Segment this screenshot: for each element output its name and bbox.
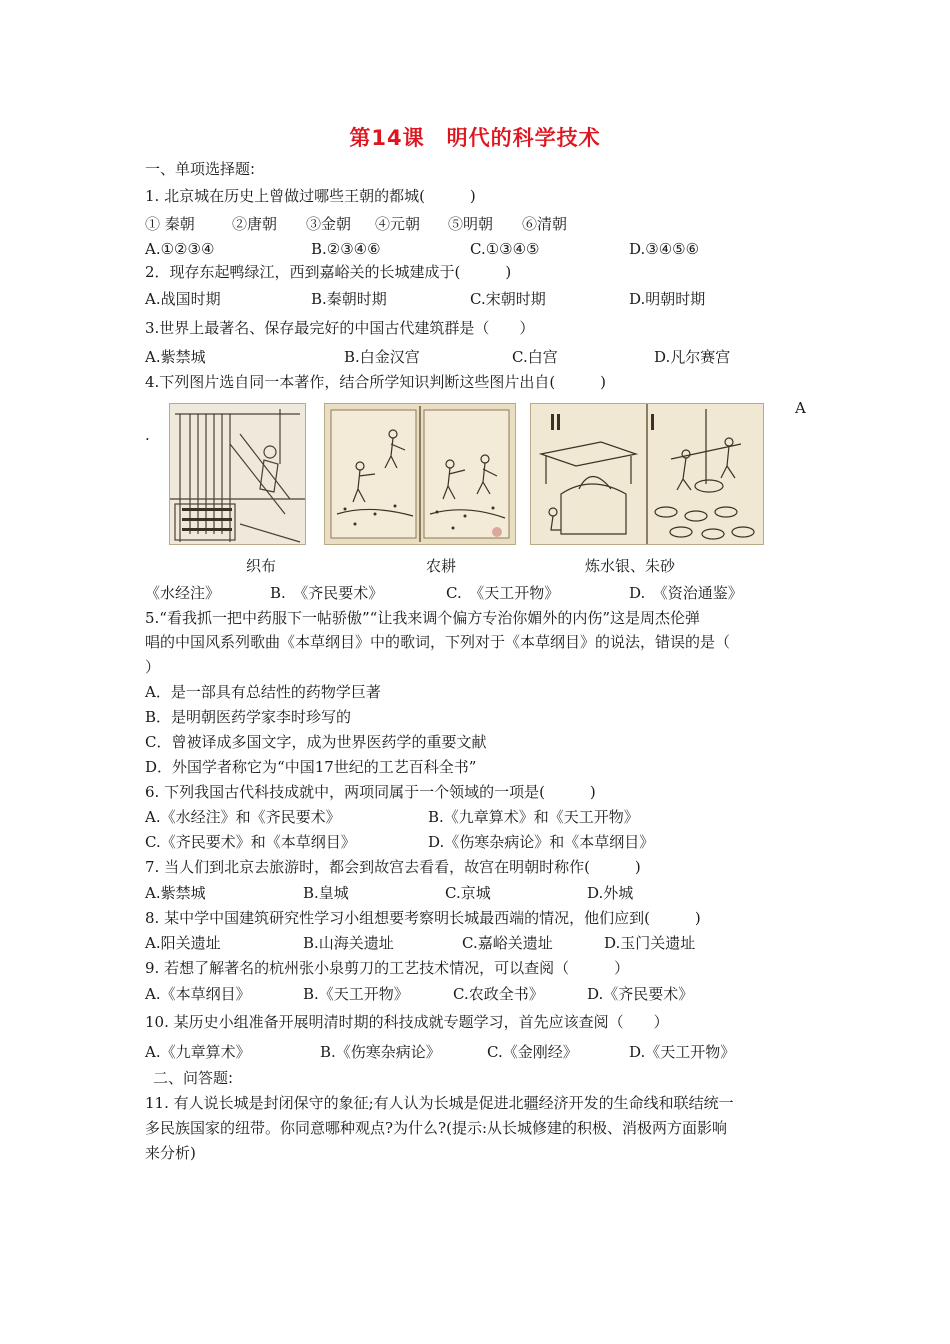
q8-option-d: D.玉门关遗址 [604,934,696,952]
q5-option-b: B．是明朝医药学家李时珍写的 [145,708,352,726]
q7-option-d: D.外城 [587,884,634,902]
q8-stem: 8. 某中学中国建筑研究性学习小组想要考察明长城最西端的情况，他们应到( ) [145,909,701,927]
q7-option-a: A.紫禁城 [145,884,206,902]
q6-stem: 6. 下列我国古代科技成就中，两项同属于一个领域的一项是( ) [145,783,596,801]
q6-option-c: C.《齐民要术》和《本草纲目》 [145,833,356,851]
q1-stem: 1. 北京城在历史上曾做过哪些王朝的都城( ) [145,187,476,205]
q7-option-b: B.皇城 [303,884,349,902]
q1-item: ⑥清朝 [522,215,568,233]
q6-option-d: D.《伤寒杂病论》和《本草纲目》 [428,833,655,851]
q1-option-c: C.①③④⑤ [470,240,540,258]
q4-option-a: 《水经注》 [145,584,221,602]
q10-option-b: B.《伤寒杂病论》 [320,1043,441,1061]
q11-line2: 多民族国家的纽带。你同意哪种观点?为什么?(提示:从长城修建的积极、消极两方面影响 [145,1119,727,1137]
section-single-choice: 一、单项选择题: [145,160,256,178]
q5-stem-line3: ） [145,658,161,676]
page-title: 第14课 明代的科学技术 [349,126,601,150]
caption-weaving: 织布 [246,557,277,575]
q4-stem: 4.下列图片选自同一本著作，结合所学知识判断这些图片出自( ) [145,373,607,391]
q4-option-d: D. 《资治通鉴》 [629,584,743,602]
q2-option-c: C.宋朝时期 [470,290,546,308]
q1-item: ⑤明朝 [448,215,494,233]
q3-option-a: A.紫禁城 [145,348,206,366]
q9-option-d: D.《齐民要术》 [587,985,694,1003]
q3-option-d: D.凡尔赛宫 [654,348,731,366]
q3-option-b: B.白金汉宫 [344,348,420,366]
q11-line1: 11. 有人说长城是封闭保守的象征;有人认为长城是促进北疆经济开发的生命线和联结统一 [145,1094,734,1112]
q2-option-a: A.战国时期 [145,290,221,308]
weaving-illustration [169,403,306,545]
q5-option-d: D．外国学者称它为“中国17世纪的工艺百科全书” [145,758,477,776]
mercury-cinnabar-illustration [530,403,764,545]
q9-option-b: B.《天工开物》 [303,985,409,1003]
q3-stem: 3.世界上最著名、保存最完好的中国古代建筑群是（ ） [145,319,535,337]
caption-farming: 农耕 [426,557,457,575]
q9-stem: 9. 若想了解著名的杭州张小泉剪刀的工艺技术情况，可以查阅（ ） [145,959,630,977]
q1-item: ① 秦朝 [145,215,195,233]
q8-option-a: A.阳关遗址 [145,934,221,952]
q2-option-b: B.秦朝时期 [311,290,387,308]
q6-option-b: B.《九章算术》和《天工开物》 [428,808,639,826]
q10-stem: 10. 某历史小组准备开展明清时期的科技成就专题学习，首先应该查阅（ ） [145,1013,669,1031]
q1-option-b: B.②③④⑥ [311,240,381,258]
q1-item: ②唐朝 [232,215,278,233]
q10-option-c: C.《金刚经》 [487,1043,578,1061]
q1-item: ③金朝 [306,215,352,233]
q5-stem-line1: 5.“看我抓一把中药服下一帖骄傲”“让我来调个偏方专治你媚外的内伤”这是周杰伦弹 [145,609,700,627]
q1-option-d: D.③④⑤⑥ [629,240,700,258]
caption-mercury: 炼水银、朱砂 [585,557,676,575]
q10-option-a: A.《九章算术》 [145,1043,251,1061]
section-short-answer: 二、问答题: [153,1069,234,1087]
q4-option-c: C. 《天工开物》 [446,584,560,602]
q2-option-d: D.明朝时期 [629,290,706,308]
q7-stem: 7. 当人们到北京去旅游时，都会到故宫去看看，故宫在明朝时称作( ) [145,858,641,876]
q8-option-b: B.山海关遗址 [303,934,394,952]
q4-option-b: B. 《齐民要术》 [270,584,384,602]
q4-dot: . [145,426,150,444]
farming-illustration [324,403,516,545]
q8-option-c: C.嘉峪关遗址 [462,934,553,952]
q1-item: ④元朝 [375,215,421,233]
q5-option-a: A．是一部具有总结性的药物学巨著 [145,683,381,701]
q2-stem: 2．现存东起鸭绿江，西到嘉峪关的长城建成于( ) [145,263,512,281]
q7-option-c: C.京城 [445,884,491,902]
q3-option-c: C.白宫 [512,348,558,366]
q5-option-c: C．曾被译成多国文字，成为世界医药学的重要文献 [145,733,487,751]
q1-option-a: A.①②③④ [145,240,215,258]
q10-option-d: D.《天工开物》 [629,1043,736,1061]
q11-line3: 来分析) [145,1144,196,1162]
q4-answer-a-mark: A [795,399,806,417]
q9-option-c: C.农政全书》 [453,985,544,1003]
q6-option-a: A.《水经注》和《齐民要术》 [145,808,341,826]
q5-stem-line2: 唱的中国风系列歌曲《本草纲目》中的歌词，下列对于《本草纲目》的说法，错误的是（ [145,633,731,651]
q9-option-a: A.《本草纲目》 [145,985,251,1003]
